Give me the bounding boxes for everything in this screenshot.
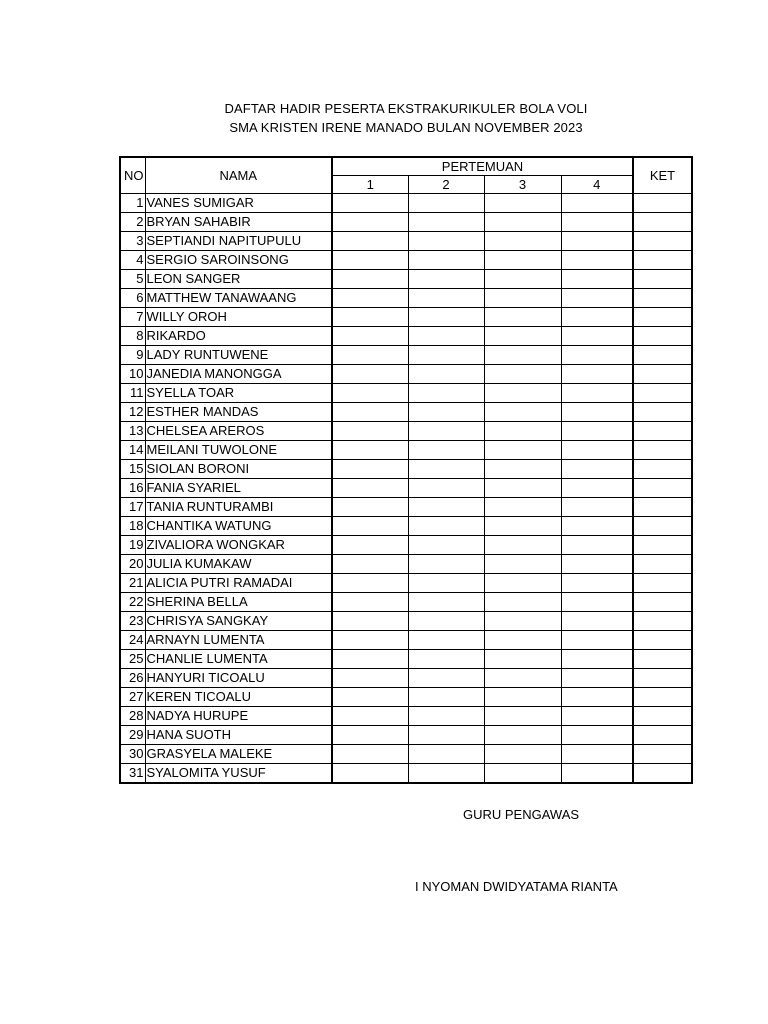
row-number: 1	[120, 194, 145, 213]
attendance-cell-session-3[interactable]	[484, 384, 561, 403]
attendance-cell-session-4[interactable]	[561, 555, 633, 574]
ket-cell[interactable]	[633, 517, 692, 536]
attendance-cell-session-2[interactable]	[408, 403, 484, 422]
row-number: 7	[120, 308, 145, 327]
attendance-cell-session-1[interactable]	[332, 764, 408, 784]
attendance-cell-session-4[interactable]	[561, 726, 633, 745]
signature-name: I NYOMAN DWIDYATAMA RIANTA	[415, 879, 618, 894]
attendance-cell-session-2[interactable]	[408, 213, 484, 232]
attendance-cell-session-3[interactable]	[484, 232, 561, 251]
attendance-cell-session-3[interactable]	[484, 612, 561, 631]
table-row	[120, 745, 692, 764]
student-name: ZIVALIORA WONGKAR	[145, 536, 332, 555]
table-row	[120, 517, 692, 536]
attendance-cell-session-2[interactable]	[408, 707, 484, 726]
attendance-cell-session-1[interactable]	[332, 536, 408, 555]
header-pertemuan: PERTEMUAN	[332, 157, 633, 176]
attendance-cell-session-1[interactable]	[332, 365, 408, 384]
ket-cell[interactable]	[633, 232, 692, 251]
attendance-cell-session-1[interactable]	[332, 574, 408, 593]
student-name: RIKARDO	[145, 327, 332, 346]
table-row	[120, 365, 692, 384]
row-number: 30	[120, 745, 145, 764]
student-name: NADYA HURUPE	[145, 707, 332, 726]
attendance-cell-session-3[interactable]	[484, 536, 561, 555]
attendance-cell-session-4[interactable]	[561, 593, 633, 612]
student-name: CHANTIKA WATUNG	[145, 517, 332, 536]
row-number: 27	[120, 688, 145, 707]
student-name: HANA SUOTH	[145, 726, 332, 745]
ket-cell[interactable]	[633, 441, 692, 460]
attendance-cell-session-4[interactable]	[561, 745, 633, 764]
attendance-cell-session-3[interactable]	[484, 460, 561, 479]
attendance-cell-session-4[interactable]	[561, 213, 633, 232]
row-number: 19	[120, 536, 145, 555]
header-session-4: 4	[561, 176, 633, 194]
attendance-cell-session-4[interactable]	[561, 536, 633, 555]
table-row	[120, 555, 692, 574]
row-number: 2	[120, 213, 145, 232]
ket-cell[interactable]	[633, 422, 692, 441]
attendance-cell-session-3[interactable]	[484, 574, 561, 593]
student-name: CHRISYA SANGKAY	[145, 612, 332, 631]
table-row	[120, 688, 692, 707]
attendance-cell-session-2[interactable]	[408, 764, 484, 784]
student-name: LEON SANGER	[145, 270, 332, 289]
table-row	[120, 251, 692, 270]
attendance-cell-session-4[interactable]	[561, 707, 633, 726]
table-row	[120, 536, 692, 555]
attendance-cell-session-2[interactable]	[408, 270, 484, 289]
student-name: ARNAYN LUMENTA	[145, 631, 332, 650]
attendance-cell-session-3[interactable]	[484, 555, 561, 574]
attendance-cell-session-2[interactable]	[408, 612, 484, 631]
student-name: TANIA RUNTURAMBI	[145, 498, 332, 517]
attendance-cell-session-1[interactable]	[332, 650, 408, 669]
attendance-cell-session-4[interactable]	[561, 669, 633, 688]
attendance-cell-session-2[interactable]	[408, 498, 484, 517]
attendance-cell-session-3[interactable]	[484, 441, 561, 460]
table-row	[120, 289, 692, 308]
attendance-cell-session-3[interactable]	[484, 764, 561, 784]
ket-cell[interactable]	[633, 498, 692, 517]
attendance-cell-session-4[interactable]	[561, 460, 633, 479]
ket-cell[interactable]	[633, 555, 692, 574]
attendance-cell-session-4[interactable]	[561, 498, 633, 517]
attendance-cell-session-1[interactable]	[332, 460, 408, 479]
attendance-cell-session-2[interactable]	[408, 555, 484, 574]
row-number: 12	[120, 403, 145, 422]
student-name: HANYURI TICOALU	[145, 669, 332, 688]
ket-cell[interactable]	[633, 631, 692, 650]
attendance-cell-session-3[interactable]	[484, 631, 561, 650]
attendance-cell-session-4[interactable]	[561, 194, 633, 213]
table-row	[120, 612, 692, 631]
attendance-cell-session-4[interactable]	[561, 612, 633, 631]
table-row	[120, 403, 692, 422]
attendance-cell-session-4[interactable]	[561, 346, 633, 365]
table-row	[120, 308, 692, 327]
row-number: 16	[120, 479, 145, 498]
attendance-cell-session-3[interactable]	[484, 403, 561, 422]
row-number: 26	[120, 669, 145, 688]
row-number: 3	[120, 232, 145, 251]
student-name: ESTHER MANDAS	[145, 403, 332, 422]
table-row	[120, 574, 692, 593]
attendance-cell-session-1[interactable]	[332, 593, 408, 612]
attendance-cell-session-2[interactable]	[408, 726, 484, 745]
row-number: 20	[120, 555, 145, 574]
attendance-cell-session-2[interactable]	[408, 194, 484, 213]
ket-cell[interactable]	[633, 745, 692, 764]
header-nama: NAMA	[145, 157, 332, 194]
ket-cell[interactable]	[633, 270, 692, 289]
ket-cell[interactable]	[633, 403, 692, 422]
student-name: SIOLAN BORONI	[145, 460, 332, 479]
attendance-cell-session-2[interactable]	[408, 479, 484, 498]
attendance-cell-session-1[interactable]	[332, 498, 408, 517]
attendance-cell-session-1[interactable]	[332, 669, 408, 688]
attendance-cell-session-4[interactable]	[561, 517, 633, 536]
attendance-cell-session-1[interactable]	[332, 289, 408, 308]
table-row	[120, 764, 692, 784]
header-session-3: 3	[484, 176, 561, 194]
attendance-cell-session-4[interactable]	[561, 327, 633, 346]
attendance-cell-session-4[interactable]	[561, 232, 633, 251]
attendance-cell-session-4[interactable]	[561, 251, 633, 270]
attendance-cell-session-1[interactable]	[332, 270, 408, 289]
ket-cell[interactable]	[633, 707, 692, 726]
row-number: 24	[120, 631, 145, 650]
attendance-cell-session-2[interactable]	[408, 517, 484, 536]
attendance-cell-session-1[interactable]	[332, 688, 408, 707]
attendance-cell-session-1[interactable]	[332, 346, 408, 365]
table-row	[120, 422, 692, 441]
row-number: 25	[120, 650, 145, 669]
student-name: MATTHEW TANAWAANG	[145, 289, 332, 308]
attendance-cell-session-4[interactable]	[561, 308, 633, 327]
attendance-cell-session-2[interactable]	[408, 422, 484, 441]
attendance-cell-session-2[interactable]	[408, 593, 484, 612]
attendance-cell-session-4[interactable]	[561, 441, 633, 460]
attendance-cell-session-3[interactable]	[484, 308, 561, 327]
attendance-cell-session-4[interactable]	[561, 650, 633, 669]
table-row	[120, 346, 692, 365]
attendance-cell-session-2[interactable]	[408, 441, 484, 460]
student-name: VANES SUMIGAR	[145, 194, 332, 213]
student-name: BRYAN SAHABIR	[145, 213, 332, 232]
attendance-cell-session-2[interactable]	[408, 327, 484, 346]
row-number: 11	[120, 384, 145, 403]
attendance-cell-session-2[interactable]	[408, 631, 484, 650]
student-name: SEPTIANDI NAPITUPULU	[145, 232, 332, 251]
ket-cell[interactable]	[633, 764, 692, 784]
table-row	[120, 650, 692, 669]
table-body	[120, 194, 692, 784]
attendance-cell-session-4[interactable]	[561, 365, 633, 384]
ket-cell[interactable]	[633, 327, 692, 346]
attendance-cell-session-4[interactable]	[561, 479, 633, 498]
attendance-cell-session-2[interactable]	[408, 650, 484, 669]
attendance-cell-session-4[interactable]	[561, 574, 633, 593]
ket-cell[interactable]	[633, 650, 692, 669]
row-number: 15	[120, 460, 145, 479]
table-row	[120, 593, 692, 612]
student-name: LADY RUNTUWENE	[145, 346, 332, 365]
attendance-cell-session-1[interactable]	[332, 745, 408, 764]
attendance-cell-session-3[interactable]	[484, 669, 561, 688]
attendance-cell-session-1[interactable]	[332, 327, 408, 346]
attendance-cell-session-3[interactable]	[484, 422, 561, 441]
student-name: SYALOMITA YUSUF	[145, 764, 332, 784]
table-row	[120, 726, 692, 745]
attendance-cell-session-2[interactable]	[408, 745, 484, 764]
attendance-cell-session-3[interactable]	[484, 517, 561, 536]
attendance-cell-session-3[interactable]	[484, 270, 561, 289]
attendance-cell-session-2[interactable]	[408, 460, 484, 479]
attendance-cell-session-4[interactable]	[561, 688, 633, 707]
attendance-cell-session-2[interactable]	[408, 346, 484, 365]
attendance-cell-session-3[interactable]	[484, 346, 561, 365]
signature-role: GURU PENGAWAS	[463, 807, 580, 822]
row-number: 4	[120, 251, 145, 270]
attendance-cell-session-1[interactable]	[332, 194, 408, 213]
attendance-cell-session-1[interactable]	[332, 441, 408, 460]
attendance-cell-session-3[interactable]	[484, 213, 561, 232]
student-name: SERGIO SAROINSONG	[145, 251, 332, 270]
document-title: DAFTAR HADIR PESERTA EKSTRAKURIKULER BOLA VOLI	[224, 101, 588, 116]
student-name: CHELSEA AREROS	[145, 422, 332, 441]
ket-cell[interactable]	[633, 346, 692, 365]
header-session-1: 1	[332, 176, 408, 194]
attendance-cell-session-1[interactable]	[332, 422, 408, 441]
ket-cell[interactable]	[633, 536, 692, 555]
attendance-cell-session-4[interactable]	[561, 422, 633, 441]
attendance-cell-session-4[interactable]	[561, 289, 633, 308]
attendance-cell-session-1[interactable]	[332, 707, 408, 726]
ket-cell[interactable]	[633, 669, 692, 688]
row-number: 22	[120, 593, 145, 612]
row-number: 28	[120, 707, 145, 726]
table-row	[120, 194, 692, 213]
attendance-cell-session-2[interactable]	[408, 308, 484, 327]
ket-cell[interactable]	[633, 308, 692, 327]
attendance-cell-session-2[interactable]	[408, 688, 484, 707]
attendance-cell-session-4[interactable]	[561, 384, 633, 403]
row-number: 21	[120, 574, 145, 593]
ket-cell[interactable]	[633, 726, 692, 745]
row-number: 13	[120, 422, 145, 441]
attendance-cell-session-2[interactable]	[408, 232, 484, 251]
ket-cell[interactable]	[633, 593, 692, 612]
attendance-cell-session-3[interactable]	[484, 593, 561, 612]
ket-cell[interactable]	[633, 574, 692, 593]
student-name: JULIA KUMAKAW	[145, 555, 332, 574]
student-name: FANIA SYARIEL	[145, 479, 332, 498]
student-name: ALICIA PUTRI RAMADAI	[145, 574, 332, 593]
attendance-cell-session-4[interactable]	[561, 764, 633, 784]
attendance-cell-session-1[interactable]	[332, 308, 408, 327]
row-number: 5	[120, 270, 145, 289]
attendance-cell-session-1[interactable]	[332, 384, 408, 403]
table-row	[120, 498, 692, 517]
table-header	[120, 157, 692, 194]
attendance-cell-session-1[interactable]	[332, 479, 408, 498]
ket-cell[interactable]	[633, 251, 692, 270]
attendance-cell-session-3[interactable]	[484, 479, 561, 498]
attendance-cell-session-3[interactable]	[484, 498, 561, 517]
attendance-cell-session-1[interactable]	[332, 612, 408, 631]
header-session-2: 2	[408, 176, 484, 194]
row-number: 10	[120, 365, 145, 384]
attendance-cell-session-2[interactable]	[408, 574, 484, 593]
attendance-cell-session-1[interactable]	[332, 517, 408, 536]
attendance-table	[119, 156, 693, 784]
attendance-cell-session-3[interactable]	[484, 707, 561, 726]
attendance-cell-session-3[interactable]	[484, 194, 561, 213]
attendance-cell-session-1[interactable]	[332, 555, 408, 574]
row-number: 18	[120, 517, 145, 536]
attendance-cell-session-1[interactable]	[332, 631, 408, 650]
student-name: MEILANI TUWOLONE	[145, 441, 332, 460]
table-row	[120, 270, 692, 289]
attendance-cell-session-2[interactable]	[408, 536, 484, 555]
attendance-cell-session-3[interactable]	[484, 365, 561, 384]
attendance-cell-session-3[interactable]	[484, 726, 561, 745]
row-number: 17	[120, 498, 145, 517]
attendance-cell-session-3[interactable]	[484, 650, 561, 669]
attendance-cell-session-1[interactable]	[332, 403, 408, 422]
attendance-cell-session-1[interactable]	[332, 726, 408, 745]
student-name: CHANLIE LUMENTA	[145, 650, 332, 669]
attendance-cell-session-2[interactable]	[408, 251, 484, 270]
ket-cell[interactable]	[633, 688, 692, 707]
ket-cell[interactable]	[633, 365, 692, 384]
table-row	[120, 460, 692, 479]
attendance-cell-session-1[interactable]	[332, 232, 408, 251]
table-row	[120, 213, 692, 232]
table-row	[120, 707, 692, 726]
row-number: 31	[120, 764, 145, 784]
ket-cell[interactable]	[633, 384, 692, 403]
ket-cell[interactable]	[633, 460, 692, 479]
document-subtitle: SMA KRISTEN IRENE MANADO BULAN NOVEMBER 2023	[229, 120, 583, 135]
table-row	[120, 669, 692, 688]
attendance-cell-session-4[interactable]	[561, 631, 633, 650]
row-number: 9	[120, 346, 145, 365]
student-name: KEREN TICOALU	[145, 688, 332, 707]
student-name: SHERINA BELLA	[145, 593, 332, 612]
row-number: 14	[120, 441, 145, 460]
student-name: SYELLA TOAR	[145, 384, 332, 403]
ket-cell[interactable]	[633, 479, 692, 498]
header-no: NO	[120, 157, 145, 194]
row-number: 23	[120, 612, 145, 631]
attendance-cell-session-1[interactable]	[332, 213, 408, 232]
header-ket: KET	[633, 157, 692, 194]
row-number: 29	[120, 726, 145, 745]
attendance-cell-session-2[interactable]	[408, 384, 484, 403]
attendance-cell-session-2[interactable]	[408, 289, 484, 308]
attendance-cell-session-3[interactable]	[484, 327, 561, 346]
ket-cell[interactable]	[633, 612, 692, 631]
ket-cell[interactable]	[633, 213, 692, 232]
row-number: 8	[120, 327, 145, 346]
attendance-cell-session-3[interactable]	[484, 289, 561, 308]
attendance-cell-session-2[interactable]	[408, 669, 484, 688]
table-row	[120, 479, 692, 498]
table-row	[120, 631, 692, 650]
table-row	[120, 441, 692, 460]
student-name: GRASYELA MALEKE	[145, 745, 332, 764]
table-row	[120, 232, 692, 251]
attendance-cell-session-3[interactable]	[484, 745, 561, 764]
student-name: WILLY OROH	[145, 308, 332, 327]
row-number: 6	[120, 289, 145, 308]
table-row	[120, 327, 692, 346]
attendance-cell-session-1[interactable]	[332, 251, 408, 270]
attendance-cell-session-4[interactable]	[561, 403, 633, 422]
table-row	[120, 384, 692, 403]
attendance-cell-session-4[interactable]	[561, 270, 633, 289]
ket-cell[interactable]	[633, 194, 692, 213]
attendance-cell-session-2[interactable]	[408, 365, 484, 384]
student-name: JANEDIA MANONGGA	[145, 365, 332, 384]
attendance-cell-session-3[interactable]	[484, 688, 561, 707]
attendance-cell-session-3[interactable]	[484, 251, 561, 270]
ket-cell[interactable]	[633, 289, 692, 308]
